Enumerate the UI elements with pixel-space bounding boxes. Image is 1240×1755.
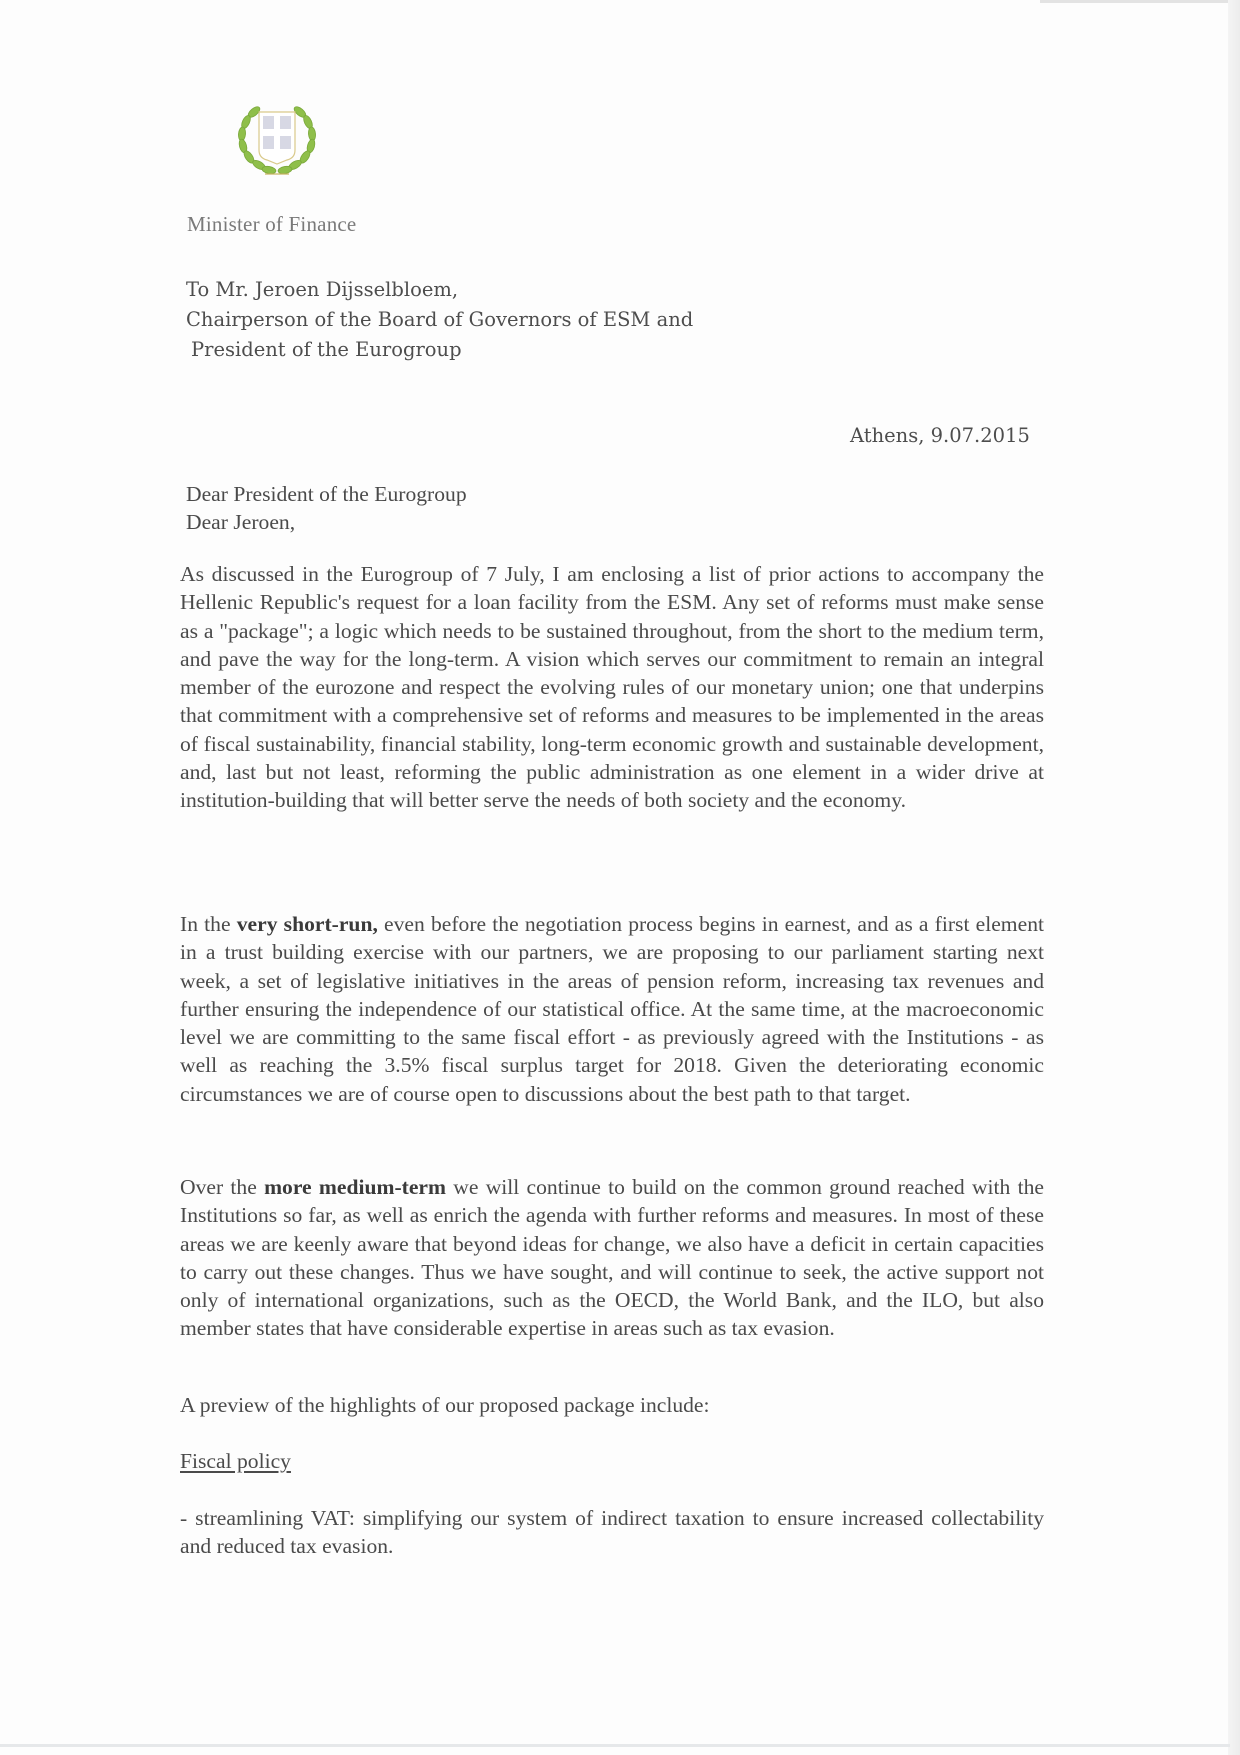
- emphasis-very-short-run: very short-run,: [236, 912, 378, 936]
- emphasis-more-medium-term: more medium-term: [264, 1175, 446, 1199]
- addressee-block: [186, 275, 693, 365]
- list-item: - streamlining VAT: simplifying our system of indirect taxation to ensure increased collectability and reduced tax evasion.: [180, 1506, 1044, 1559]
- addressee-name: To Mr. Jeroen Dijsselbloem,: [186, 278, 459, 301]
- paragraph-medium-term: [180, 1173, 1044, 1343]
- scan-edge-right: [1228, 0, 1240, 1755]
- salutation: [186, 480, 1046, 537]
- paragraph-preview: A preview of the highlights of our proposed package include:: [180, 1393, 710, 1417]
- addressee-title-2: President of the Eurogroup: [191, 338, 462, 361]
- greek-coat-of-arms-icon: [232, 92, 322, 182]
- paragraph-text: Over the: [180, 1175, 265, 1199]
- salutation-line-2: Dear Jeroen,: [186, 510, 296, 535]
- paragraph-text: we will continue to build on the common ground reached with the Institutions so far, as well as enrich the agenda with further reforms and measures. In most of these areas we are keenly aware that beyond ideas for change, we also have a deficit in certain capacities to carry out these changes. Thus we have sought, and will continue to seek, the active support not only of international organizations, such as the OECD, the World Bank, and the ILO, but also member states that have considerable expertise in areas such as tax evasion.: [180, 1175, 1044, 1341]
- ministry-title: Minister of Finance: [187, 212, 357, 236]
- addressee-title: Chairperson of the Board of Governors of ESM and: [186, 308, 694, 331]
- salutation-line-1: Dear President of the Eurogroup: [186, 482, 467, 506]
- paragraph-text: even before the negotiation process begins in earnest, and as a first element in a trust building exercise with our partners, we are proposing to our parliament starting next week, a set of legislative initiatives in the areas of pension reform, increasing tax revenues and further ensuring the independence of our statistical office. At the same time, at the macroeconomic level we are committing to the same fiscal effort - as previously agreed with the Institutions - as well as reaching the 3.5% fiscal surplus target for 2018. Given the deteriorating economic circumstances we are of course open to discussions about the best path to that target.: [180, 912, 1044, 1106]
- paragraph-intro: As discussed in the Eurogroup of 7 July, I am enclosing a list of prior actions to accompany the Hellenic Republic's request for a loan facility from the ESM. Any set of reforms must make sense as a "package"; a logic which needs to be sustained throughout, from the short to the medium term, and pave the way for the long-term. A vision which serves our commitment to remain an integral member of the eurozone and respect the evolving rules of our monetary union; one that underpins that commitment with a comprehensive set of reforms and measures to be implemented in the areas of fiscal sustainability, financial stability, long-term economic growth and sustainable development, and, last but not least, reforming the public administration as one element in a wider drive at institution-building that will better serve the needs of both society and the economy.: [180, 562, 1044, 813]
- paragraph-short-run: [180, 910, 1044, 1108]
- scan-edge-top: [1040, 0, 1230, 3]
- place-date: Athens, 9.07.2015: [850, 424, 1030, 447]
- scan-edge-bottom: [0, 1744, 1230, 1747]
- section-heading-fiscal-policy: Fiscal policy: [180, 1449, 291, 1473]
- paragraph-text: In the: [180, 912, 237, 936]
